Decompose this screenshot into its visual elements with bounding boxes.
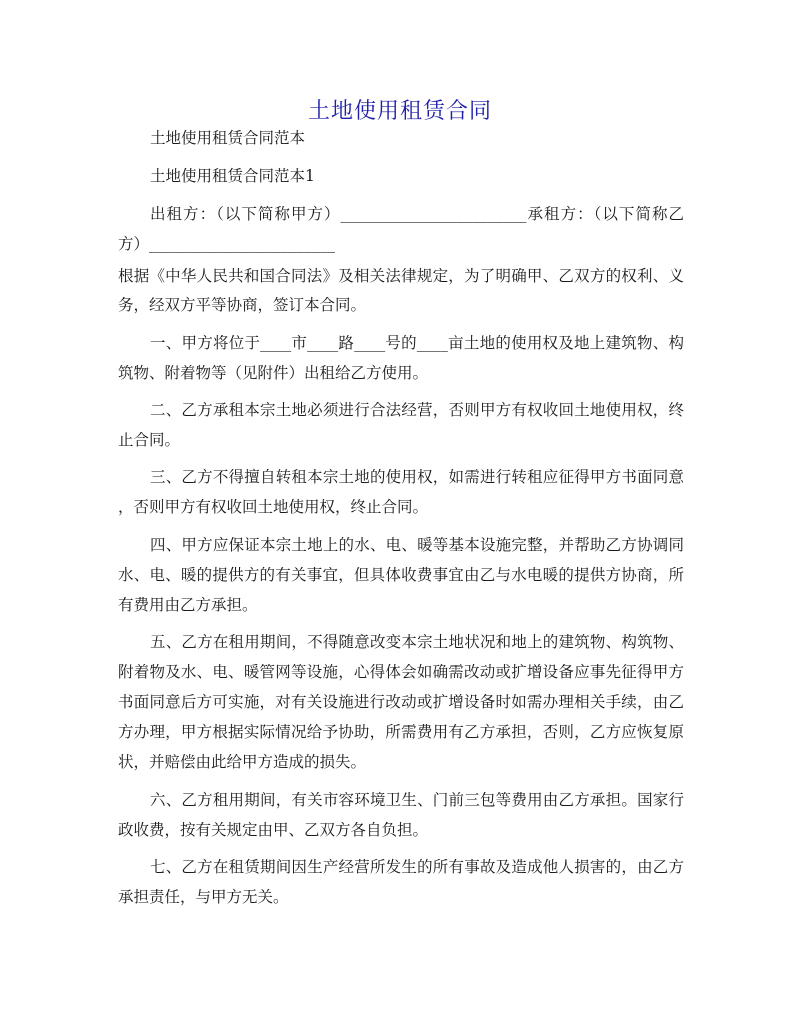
text-line: 出租方：（以下简称甲方）________________________承租方：（以下简称乙 [150,205,684,223]
text-line: 四、甲方应保证本宗土地上的水、电、暖等基本设施完整，并帮助乙方协调同 [150,536,684,554]
text-line: 方办理，甲方根据实际情况给予协助，所需费用有乙方承担，否则，乙方应恢复原 [118,723,684,741]
text-line: 附着物及水、电、暖管网等设施，心得体会如确需改动或扩增设备应事先征得甲方 [118,663,684,681]
text-line: 七、乙方在租赁期间因生产经营所发生的所有事故及造成他人损害的，由乙方 [150,858,684,876]
text-line: 方）________________________ [118,235,336,253]
document-title: 土地使用租赁合同 [307,99,492,124]
text-line: 二、乙方承租本宗土地必须进行合法经营，否则甲方有权收回土地使用权，终 [150,401,684,419]
text-line: 五、乙方在租用期间，不得随意改变本宗土地状况和地上的建筑物、构筑物、 [150,633,684,651]
text-line: 一、甲方将位于____市____路____号的____亩土地的使用权及地上建筑物、构 [150,334,684,352]
text-line: 筑物、附着物等（见附件）出租给乙方使用。 [118,364,429,382]
text-line: 务，经双方平等协商，签订本合同。 [118,296,367,314]
text-line: 六、乙方租用期间，有关市容环境卫生、门前三包等费用由乙方承担。国家行 [150,791,684,809]
text-line: 水、电、暖的提供方的有关事宜，但具体收费事宜由乙与水电暖的提供方协商，所 [118,566,684,584]
subtitle-line-1: 土地使用租赁合同范本1 [150,167,315,185]
text-line: 承担责任，与甲方无关。 [118,888,289,906]
text-line: 有费用由乙方承担。 [118,596,258,614]
text-line: 三、乙方不得擅自转租本宗土地的使用权，如需进行转租应征得甲方书面同意 [150,468,684,486]
subtitle-line: 土地使用租赁合同范本 [150,129,306,147]
text-line: 根据《中华人民共和国合同法》及相关法律规定，为了明确甲、乙双方的权利、义 [118,267,684,285]
text-line: 书面同意后方可实施，对有关设施进行改动或扩增设备时如需办理相关手续，由乙 [118,693,684,711]
text-line: 止合同。 [118,431,181,449]
text-line: ，否则甲方有权收回土地使用权，终止合同。 [118,498,429,516]
text-line: 状，并赔偿由此给甲方造成的损失。 [118,753,367,771]
text-line: 政收费，按有关规定由甲、乙双方各自负担。 [118,821,429,839]
